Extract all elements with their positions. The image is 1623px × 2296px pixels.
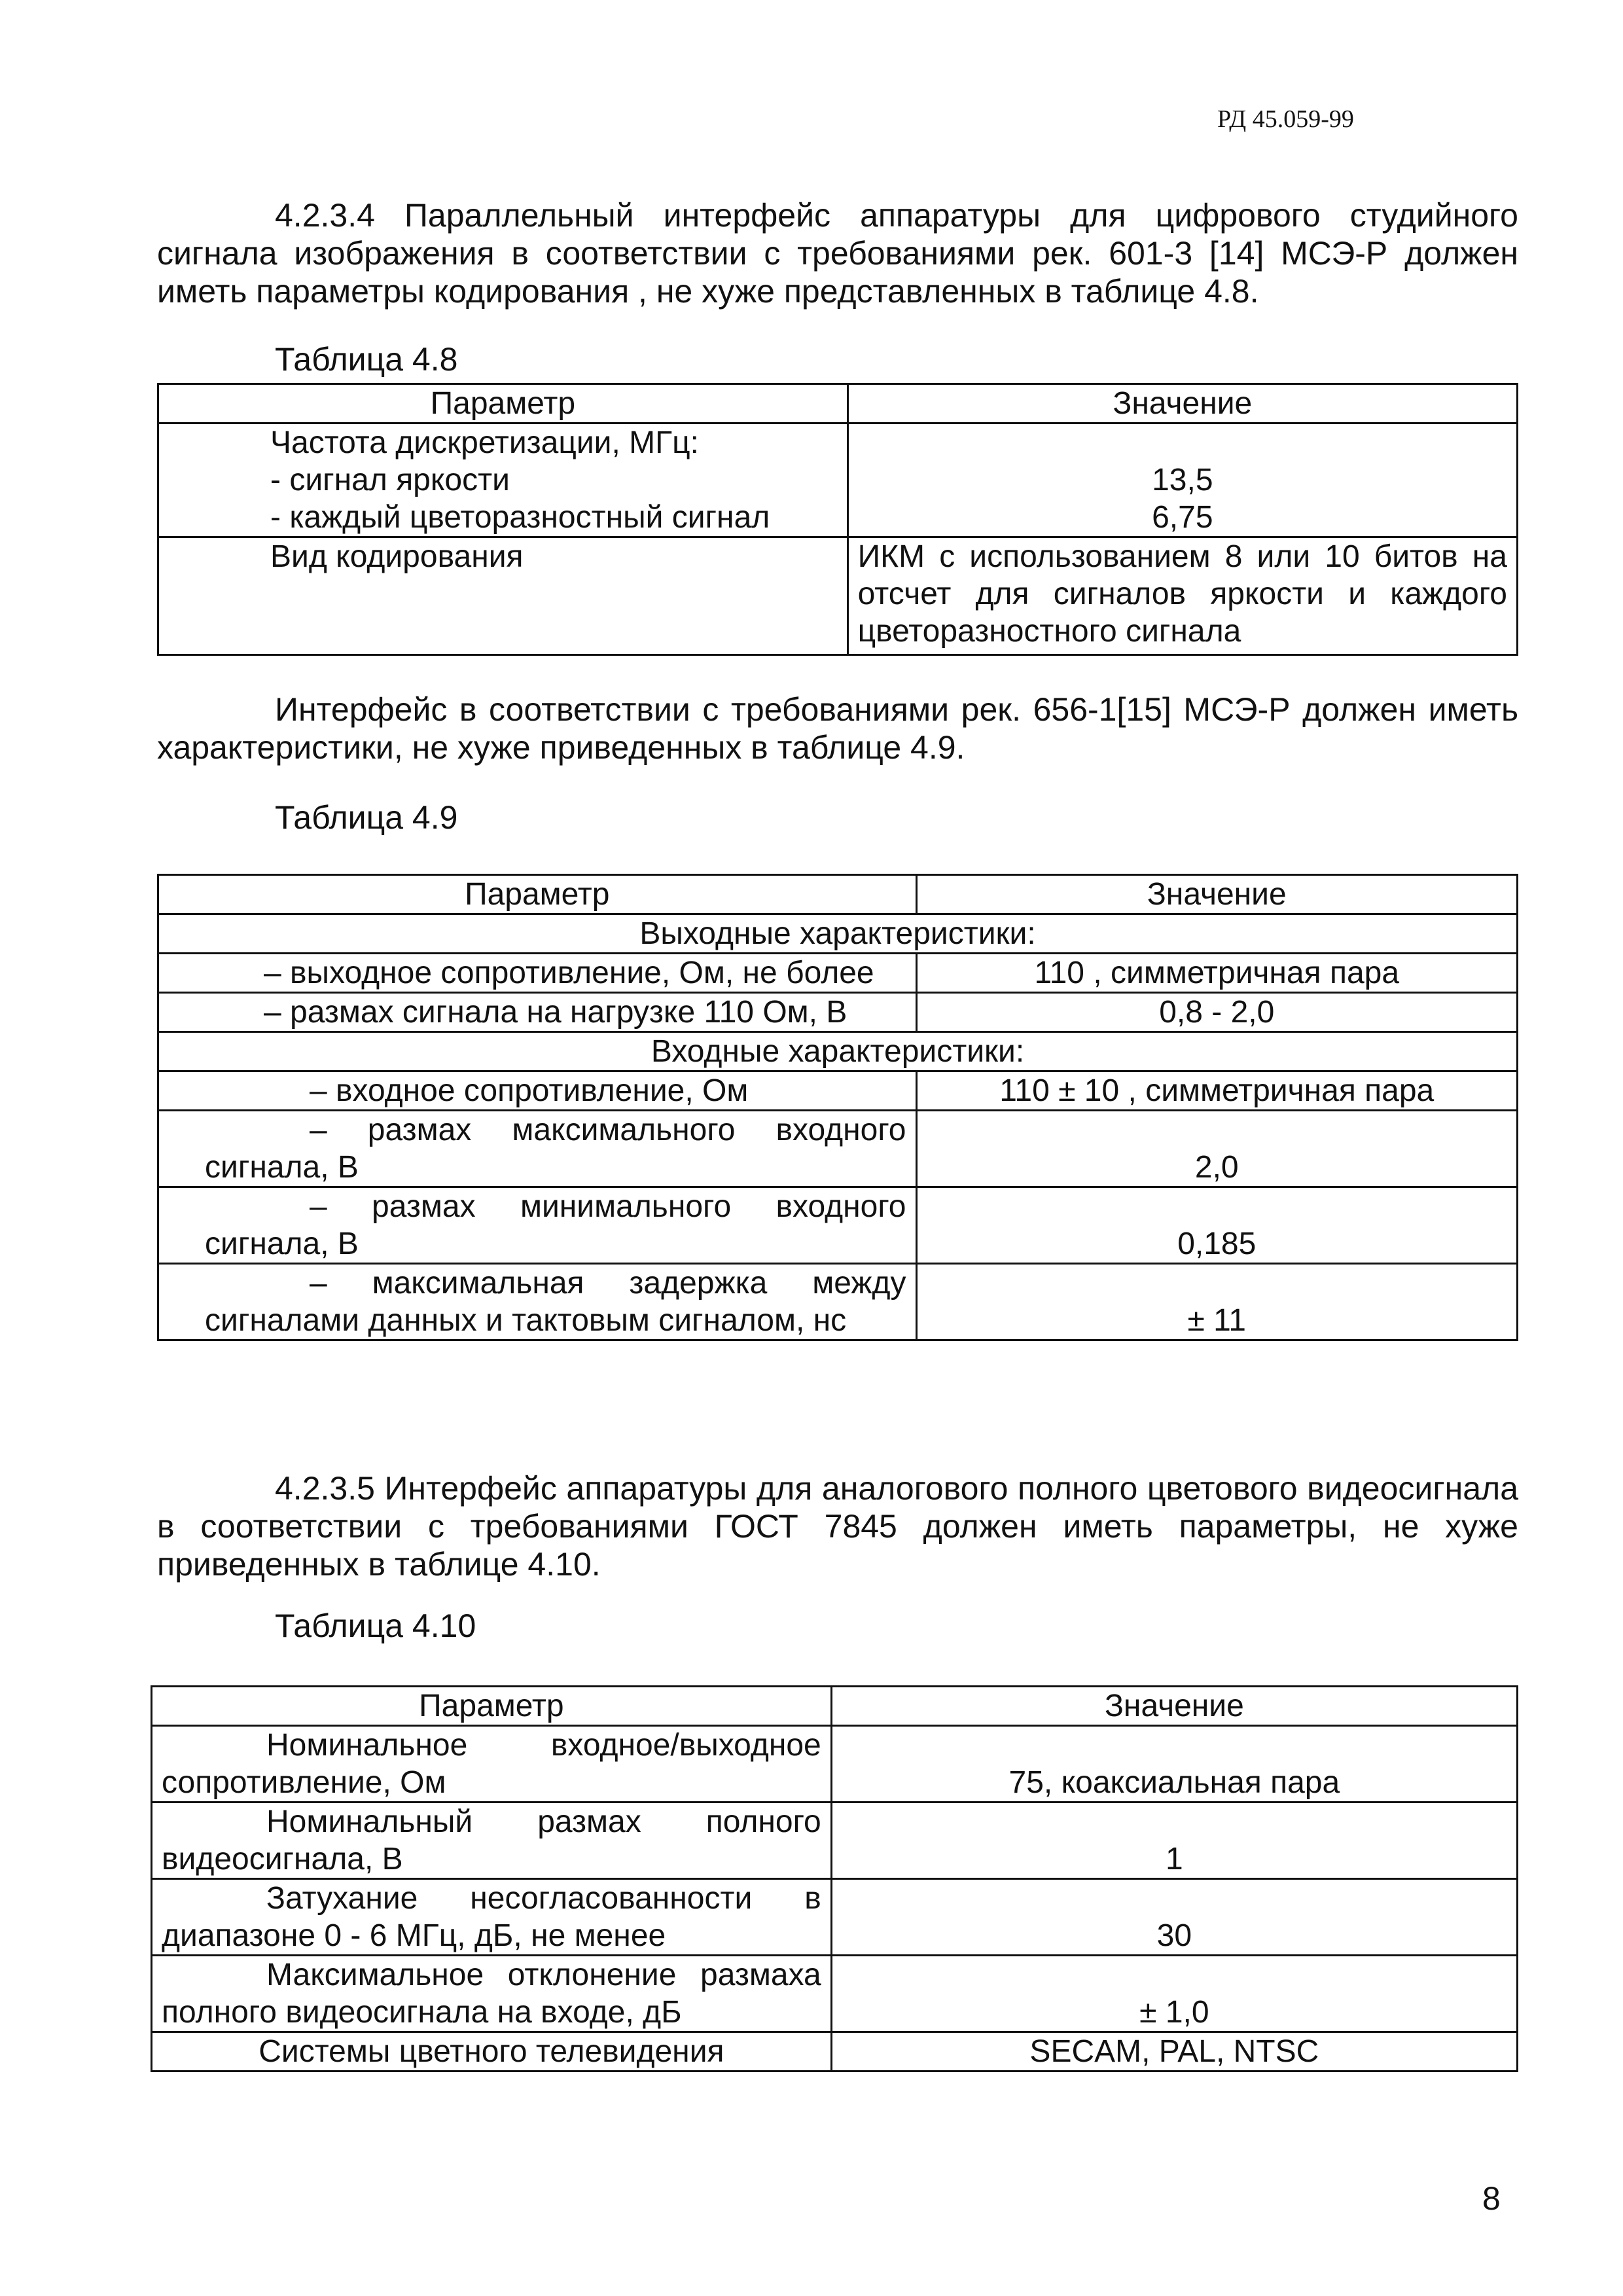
value-cell: 110 , симметричная пара: [916, 954, 1518, 993]
value-cell: 75, коаксиальная пара: [831, 1726, 1517, 1803]
table-section-row: [158, 914, 1518, 954]
table-section-row: [158, 1032, 1518, 1071]
param-cell: [152, 1879, 832, 1956]
param-cell: [158, 954, 917, 993]
paragraph-interface-656: [157, 691, 1518, 766]
table-row: [152, 2032, 1518, 2072]
param-cell: [158, 993, 917, 1032]
table-4-9-caption: Таблица 4.9: [275, 799, 458, 836]
param-text: Номинальный размах полного видеосигнала, В: [162, 1804, 821, 1876]
value-cell: 0,8 - 2,0: [916, 993, 1518, 1032]
table-header-row: [152, 1687, 1518, 1726]
value-cell: 1: [831, 1803, 1517, 1879]
paragraph-text: Интерфейс в соответствии с требованиями рек. 656-1[15] МСЭ-Р должен иметь характеристики, не хуже приведенных в таблице 4.9.: [157, 691, 1518, 766]
section-output-characteristics: Выходные характеристики:: [158, 914, 1518, 954]
param-cell: [152, 1956, 832, 2032]
table-header-row: [158, 875, 1518, 914]
param-text: Максимальное отклонение размаха полного видеосигнала на входе, дБ: [162, 1958, 821, 2030]
param-cell: [158, 1111, 917, 1187]
document-id: РД 45.059-99: [1217, 105, 1354, 133]
page-number: 8: [1482, 2180, 1501, 2217]
table-4-8: [157, 383, 1518, 656]
param-cell: [158, 423, 848, 537]
header-value: Значение: [847, 384, 1517, 423]
table-row: [158, 537, 1518, 655]
param-cell: – входное сопротивление, Ом: [158, 1071, 917, 1111]
value-item: 6,75: [1152, 500, 1213, 535]
table-header-row: [158, 384, 1518, 423]
param-text: – максимальная задержка между сигналами данных и тактовым сигналом, нс: [205, 1266, 906, 1338]
value-cell: ± 1,0: [831, 1956, 1517, 2032]
table-4-10-caption: Таблица 4.10: [275, 1607, 476, 1644]
param-title: Частота дискретизации, МГц:: [270, 425, 699, 460]
param-item: - сигнал яркости: [270, 463, 510, 497]
value-item: 13,5: [1152, 463, 1213, 497]
param-item: - каждый цветоразностный сигнал: [270, 500, 770, 535]
value-cell: 2,0: [916, 1111, 1518, 1187]
value-cell: 110 ± 10 , симметричная пара: [916, 1071, 1518, 1111]
table-row: [158, 1264, 1518, 1340]
value-cell: ± 11: [916, 1264, 1518, 1340]
param-text: – выходное сопротивление, Ом, не более: [264, 956, 874, 990]
table-4-10: [151, 1685, 1518, 2072]
param-cell: Системы цветного телевидения: [152, 2032, 832, 2072]
param-cell: [158, 1187, 917, 1264]
param-text: – размах сигнала на нагрузке 110 Ом, В: [264, 995, 847, 1030]
table-row: [152, 1956, 1518, 2032]
table-row: [158, 993, 1518, 1032]
paragraph-4-2-3-4: [157, 196, 1518, 310]
table-row: [158, 1187, 1518, 1264]
value-cell: 0,185: [916, 1187, 1518, 1264]
section-input-characteristics: Входные характеристики:: [158, 1032, 1518, 1071]
param-cell: [152, 1726, 832, 1803]
value-cell: SECAM, PAL, NTSC: [831, 2032, 1517, 2072]
header-value: Значение: [916, 875, 1518, 914]
table-row: [158, 1111, 1518, 1187]
param-text: Номинальное входное/выходное сопротивление, Ом: [162, 1728, 821, 1800]
value-cell: [847, 423, 1517, 537]
header-parameter: Параметр: [158, 384, 848, 423]
table-row: [158, 1071, 1518, 1111]
header-value: Значение: [831, 1687, 1517, 1726]
header-parameter: Параметр: [152, 1687, 832, 1726]
value-cell: ИКМ с использованием 8 или 10 битов на отсчет для сигналов яркости и каждого цветоразностного сигнала: [847, 537, 1517, 655]
header-parameter: Параметр: [158, 875, 917, 914]
table-row: [152, 1726, 1518, 1803]
value-cell: 30: [831, 1879, 1517, 1956]
param-cell: Вид кодирования: [158, 537, 848, 655]
param-cell: [152, 1803, 832, 1879]
param-text: – размах минимального входного сигнала, В: [205, 1189, 906, 1261]
paragraph-text: 4.2.3.4 Параллельный интерфейс аппаратуры для цифрового студийного сигнала изображения в соответствии с требованиями рек. 601-3 [14] МСЭ-Р должен иметь параметры кодирования , не хуже представленных в таблице 4.8.: [157, 197, 1518, 310]
paragraph-4-2-3-5: [157, 1469, 1518, 1583]
table-row: [158, 954, 1518, 993]
param-text: Затухание несогласованности в диапазоне 0 - 6 МГц, дБ, не менее: [162, 1881, 821, 1953]
param-cell: [158, 1264, 917, 1340]
table-row: [152, 1803, 1518, 1879]
table-4-9: [157, 874, 1518, 1341]
param-text: – размах максимального входного сигнала, В: [205, 1113, 906, 1185]
table-row: [152, 1879, 1518, 1956]
table-row: [158, 423, 1518, 537]
table-4-8-caption: Таблица 4.8: [275, 341, 458, 378]
paragraph-text: 4.2.3.5 Интерфейс аппаратуры для аналогового полного цветового видеосигнала в соответствии с требованиями ГОСТ 7845 должен иметь параметры, не хуже приведенных в таблице 4.10.: [157, 1470, 1518, 1583]
